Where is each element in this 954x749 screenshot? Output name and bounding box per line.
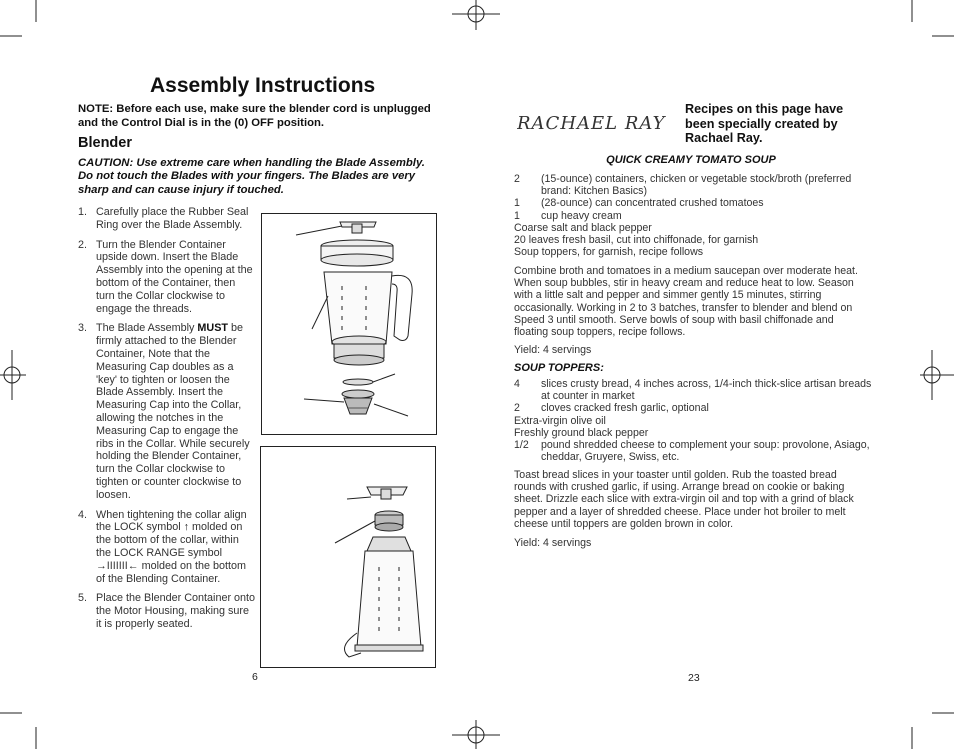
ingredient-row (514, 246, 874, 258)
step-text-continued: be firmly attached to the Blender Container, Note that the Measuring Cap doubles as a 'key' to tighten or loosen the Blade Assembly. Insert the Measuring Cap into the Collar, allowing the notches in the Measuring Cap to engage the ribs in the Collar. While securely holding the Blender Container, turn the Collar clockwise to tighten or counter clockwise to loosen. (96, 322, 250, 501)
recipe-title-soup: QUICK CREAMY TOMATO SOUP (606, 154, 776, 166)
ingredient-text: (28-ounce) can concentrated crushed tomatoes (541, 197, 764, 210)
ingredient-text: Extra-virgin olive oil (514, 414, 606, 427)
soup-yield: Yield: 4 servings (514, 344, 592, 356)
blade-assembly-figure (261, 213, 437, 435)
ingredient-row (514, 402, 874, 414)
step-text: Carefully place the Rubber Seal Ring over the Blade Assembly. (96, 206, 249, 231)
ingredient-text: slices crusty bread, 4 inches across, 1/4-inch thick-slice artisan breads at counter in market (541, 378, 872, 403)
page-number-right: 23 (688, 672, 700, 684)
step-number: 1. (78, 206, 88, 218)
toppers-yield: Yield: 4 servings (514, 537, 592, 549)
ingredient-qty: 4 (514, 378, 520, 390)
ingredient-text: 20 leaves fresh basil, cut into chiffonade, for garnish (514, 234, 759, 247)
lock-symbol-icon: ↑ (183, 521, 190, 534)
ingredient-row (514, 439, 874, 463)
step-text-end: molded on the bottom of the Blending Container. (96, 559, 247, 585)
step-4 (78, 509, 256, 586)
ingredient-row (514, 173, 874, 197)
step-text: Place the Blender Container onto the Motor Housing, making sure it is properly seated. (96, 592, 256, 630)
intro-text: Recipes on this page have been specially created by Rachael Ray. (685, 102, 844, 145)
step-text: When tightening the collar align the LOCK symbol (96, 508, 247, 534)
step-text: The Blade Assembly (96, 322, 198, 335)
logo-text: RACHAEL RAY (517, 113, 666, 134)
assembled-blender-figure (260, 446, 436, 668)
inverted-container-illustration (261, 447, 435, 667)
note-text: NOTE: Before each use, make sure the blender cord is unplugged and the Control Dial is in the (0) OFF position. (78, 103, 431, 129)
ingredient-qty: 1 (514, 209, 520, 222)
soup-directions: Combine broth and tomatoes in a medium saucepan over moderate heat. When soup bubbles, stir in heavy cream and reduce heat to low. Season with a little salt and pepper and simmer gently 15 minutes, stirring occasionally. Working in 2 to 3 batches, transfer to blender and blend on Speed 3 until smooth. Serve bowls of soup with basil chiffonade and floating soup toppers, recipe follows. (514, 265, 858, 339)
logo-wordmark (517, 109, 667, 135)
step-number: 2. (78, 238, 88, 251)
ingredient-text: pound shredded cheese to complement your soup: provolone, Asiago, cheddar, Gruyere, Swiss, etc. (541, 439, 870, 464)
ingredient-qty: 1/2 (514, 439, 529, 452)
ingredient-row (514, 234, 874, 246)
caution-text: CAUTION: Use extreme care when handling the Blade Assembly. Do not touch the Blades with your fingers. The Blades are very sharp and can cause injury if touched. (78, 157, 425, 196)
step-1 (78, 206, 256, 232)
ingredient-text: cup heavy cream (541, 209, 622, 222)
step-text: Turn the Blender Container upside down. Insert the Blade Assembly into the opening at the bottom of the Container, then turn the Collar clockwise to engage the threads. (96, 238, 253, 315)
ingredient-row (514, 222, 874, 234)
step-2 (78, 239, 256, 316)
ingredient-text: cloves cracked fresh garlic, optional (541, 402, 709, 415)
exploded-blender-illustration (262, 214, 436, 434)
toppers-ingredients (514, 378, 874, 463)
ingredient-text: Soup toppers, for garnish, recipe follows (514, 246, 704, 259)
ingredient-text: Freshly ground black pepper (514, 426, 649, 439)
soup-ingredients (514, 173, 874, 258)
toppers-directions: Toast bread slices in your toaster until golden. Rub the toasted bread rounds with crushed garlic, if using. Arrange bread on cookie or baking sheet. Drizzle each slice with extra-virgin oil and top with a grind of black pepper and a layer of shredded cheese. Place under hot broiler to melt cheese until toppers are golden brown in color. (514, 469, 854, 530)
ingredient-row (514, 210, 874, 222)
ingredient-row (514, 378, 874, 402)
page-number-left: 6 (252, 671, 258, 683)
recipe-title-toppers: SOUP TOPPERS: (514, 362, 604, 374)
ingredient-text: Coarse salt and black pepper (514, 221, 652, 234)
ingredient-row (514, 415, 874, 427)
step-number: 4. (78, 508, 88, 521)
assembly-steps (78, 206, 256, 638)
page-title: Assembly Instructions (150, 74, 376, 97)
step-number: 3. (78, 322, 88, 335)
step-5 (78, 592, 256, 630)
ingredient-qty: 1 (514, 197, 520, 210)
lock-range-symbol-icon: →IIIIIII← (96, 559, 139, 572)
step-text-continued: molded on the bottom of the collar, within the LOCK RANGE symbol (96, 521, 243, 559)
rachael-ray-logo (517, 109, 667, 135)
must-emphasis: MUST (197, 322, 229, 335)
ingredient-qty: 2 (514, 173, 520, 185)
ingredient-row (514, 197, 874, 209)
step-3 (78, 322, 256, 501)
step-number: 5. (78, 592, 88, 605)
ingredient-text: (15-ounce) containers, chicken or vegetable stock/broth (preferred brand: Kitchen Basics) (541, 173, 852, 198)
ingredient-qty: 2 (514, 402, 520, 415)
ingredient-row (514, 427, 874, 439)
section-heading: Blender (78, 135, 132, 151)
